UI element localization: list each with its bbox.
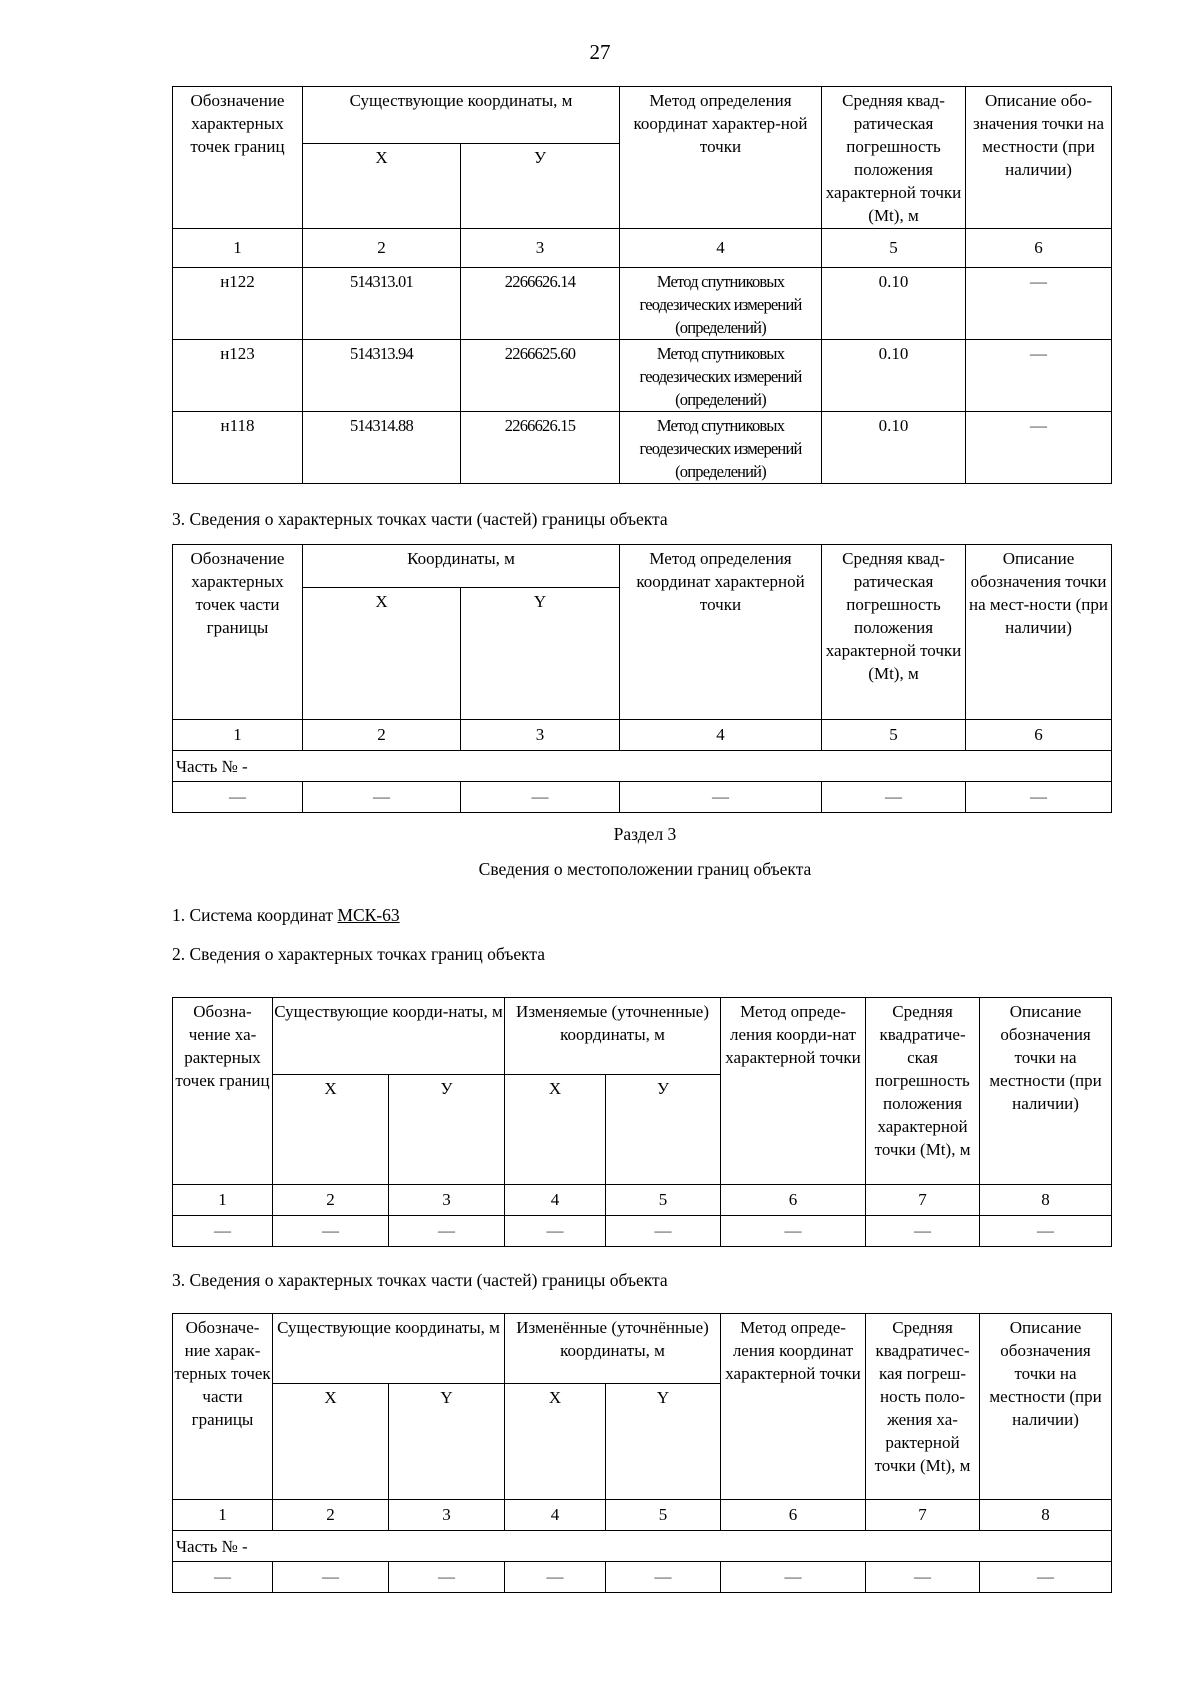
coord-y: 2266625.60 — [461, 340, 620, 412]
column-number: 4 — [620, 229, 822, 268]
method: Метод спутниковых геодезических измерений (определений) — [620, 268, 822, 340]
column-number: 8 — [980, 1185, 1112, 1216]
column-number: 7 — [866, 1185, 980, 1216]
empty-cell: — — [721, 1216, 866, 1247]
empty-cell: — — [866, 1216, 980, 1247]
column-number: 3 — [389, 1185, 505, 1216]
header-description: Описание обо-значения точки на местности (при наличии) — [966, 87, 1112, 229]
column-number: 3 — [461, 229, 620, 268]
coord-y: 2266626.14 — [461, 268, 620, 340]
header-y: Y — [389, 1384, 505, 1500]
empty-cell: — — [980, 1562, 1112, 1593]
empty-cell: — — [273, 1562, 389, 1593]
header-existing-coords: Существующие координаты, м — [273, 1314, 505, 1384]
part-label: Часть № - — [173, 1531, 1112, 1562]
header-description: Описание обозначения точки на местности (при наличии) — [980, 1314, 1112, 1500]
header-point-designation: Обозна-чение ха-рактерных точек границ — [173, 998, 273, 1185]
column-number: 5 — [606, 1500, 721, 1531]
empty-cell: — — [505, 1216, 606, 1247]
empty-cell: — — [606, 1216, 721, 1247]
empty-cell: — — [389, 1562, 505, 1593]
point-name: н118 — [173, 412, 303, 484]
table-row — [173, 340, 1112, 412]
empty-cell: — — [173, 1562, 273, 1593]
header-changed-coords: Изменяемые (уточненные) координаты, м — [505, 998, 721, 1075]
table-row — [173, 782, 1112, 813]
header-mean-error: Средняя квадратиче-ская погрешность положения характерной точки (Mt), м — [866, 998, 980, 1185]
header-mean-error: Средняя квад-ратическая погрешность положения характерной точки (Mt), м — [822, 87, 966, 229]
header-point-designation: Обозначение характерных точек части границы — [173, 545, 303, 720]
table-row — [173, 1216, 1112, 1247]
section-heading: 3. Сведения о характерных точках части (частей) границы объекта — [172, 509, 668, 529]
column-number: 7 — [866, 1500, 980, 1531]
page-number: 27 — [589, 40, 611, 64]
method: Метод спутниковых геодезических измерений (определений) — [620, 412, 822, 484]
column-number: 3 — [461, 720, 620, 751]
empty-cell: — — [505, 1562, 606, 1593]
header-y: У — [606, 1075, 721, 1185]
empty-cell: — — [721, 1562, 866, 1593]
column-number: 6 — [721, 1185, 866, 1216]
coord-system-value: МСК-63 — [337, 905, 400, 925]
column-number: 1 — [173, 229, 303, 268]
coord-system — [172, 905, 400, 926]
empty-cell: — — [273, 1216, 389, 1247]
column-number: 6 — [721, 1500, 866, 1531]
description: — — [966, 268, 1112, 340]
column-number: 5 — [822, 229, 966, 268]
header-point-designation: Обозначение характерных точек границ — [173, 87, 303, 229]
column-number: 4 — [505, 1185, 606, 1216]
column-number: 4 — [505, 1500, 606, 1531]
header-x: X — [273, 1075, 389, 1185]
point-name: н122 — [173, 268, 303, 340]
description: — — [966, 412, 1112, 484]
column-number: 2 — [303, 720, 461, 751]
empty-cell: — — [620, 782, 822, 813]
mean-error: 0.10 — [822, 268, 966, 340]
coord-x: 514314.88 — [303, 412, 461, 484]
header-x: X — [303, 588, 461, 720]
boundary-points-table — [172, 86, 1112, 484]
table-row — [173, 268, 1112, 340]
part-boundary-location-table — [172, 1313, 1112, 1593]
empty-cell: — — [966, 782, 1112, 813]
section-subtitle: Сведения о местоположении границ объекта — [478, 859, 812, 879]
empty-cell: — — [866, 1562, 980, 1593]
header-y: У — [389, 1075, 505, 1185]
method: Метод спутниковых геодезических измерений (определений) — [620, 340, 822, 412]
coord-y: 2266626.15 — [461, 412, 620, 484]
column-number: 2 — [273, 1500, 389, 1531]
header-existing-coords: Существующие коорди-наты, м — [273, 998, 505, 1075]
mean-error: 0.10 — [822, 412, 966, 484]
header-mean-error: Средняя квадратичес-кая погреш-ность поло-жения ха-рактерной точки (Mt), м — [866, 1314, 980, 1500]
coord-x: 514313.01 — [303, 268, 461, 340]
section-heading: 2. Сведения о характерных точках границ объекта — [172, 944, 546, 964]
header-method: Метод опреде-ления коорди-нат характерной точки — [721, 998, 866, 1185]
empty-cell: — — [389, 1216, 505, 1247]
empty-cell: — — [606, 1562, 721, 1593]
header-x: X — [505, 1075, 606, 1185]
column-number: 5 — [822, 720, 966, 751]
header-point-designation: Обозначе-ние харак-терных точек части границы — [173, 1314, 273, 1500]
table-row — [173, 1562, 1112, 1593]
point-name: н123 — [173, 340, 303, 412]
header-y: Y — [606, 1384, 721, 1500]
part-label: Часть № - — [173, 751, 1112, 782]
header-x: X — [505, 1384, 606, 1500]
column-number: 6 — [966, 229, 1112, 268]
section-heading: 3. Сведения о характерных точках части (частей) границы объекта — [172, 1270, 668, 1290]
empty-cell: — — [461, 782, 620, 813]
coord-x: 514313.94 — [303, 340, 461, 412]
header-x: X — [303, 144, 461, 229]
column-number: 1 — [173, 720, 303, 751]
column-number: 6 — [966, 720, 1112, 751]
header-x: X — [273, 1384, 389, 1500]
section-title: Раздел 3 — [613, 824, 677, 844]
column-number: 4 — [620, 720, 822, 751]
header-existing-coords: Существующие координаты, м — [303, 87, 620, 144]
empty-cell: — — [980, 1216, 1112, 1247]
mean-error: 0.10 — [822, 340, 966, 412]
column-number: 2 — [273, 1185, 389, 1216]
column-number: 5 — [606, 1185, 721, 1216]
column-number: 8 — [980, 1500, 1112, 1531]
header-y: У — [461, 144, 620, 229]
header-method: Метод опреде-ления координат характерной точки — [721, 1314, 866, 1500]
header-method: Метод определения координат характер-ной точки — [620, 87, 822, 229]
header-coords: Координаты, м — [303, 545, 620, 588]
description: — — [966, 340, 1112, 412]
header-mean-error: Средняя квад-ратическая погрешность положения характерной точки (Mt), м — [822, 545, 966, 720]
column-number: 1 — [173, 1500, 273, 1531]
header-y: Y — [461, 588, 620, 720]
empty-cell: — — [303, 782, 461, 813]
header-description: Описание обозначения точки на местности (при наличии) — [980, 998, 1112, 1185]
header-method: Метод определения координат характерной точки — [620, 545, 822, 720]
empty-cell: — — [173, 1216, 273, 1247]
header-description: Описание обозначения точки на мест-ности (при наличии) — [966, 545, 1112, 720]
boundary-location-table — [172, 997, 1112, 1247]
table-row — [173, 412, 1112, 484]
part-boundary-points-table — [172, 544, 1112, 813]
column-number: 3 — [389, 1500, 505, 1531]
coord-system-label: 1. Система координат — [172, 905, 334, 925]
empty-cell: — — [822, 782, 966, 813]
header-changed-coords: Изменённые (уточнённые) координаты, м — [505, 1314, 721, 1384]
column-number: 1 — [173, 1185, 273, 1216]
empty-cell: — — [173, 782, 303, 813]
column-number: 2 — [303, 229, 461, 268]
